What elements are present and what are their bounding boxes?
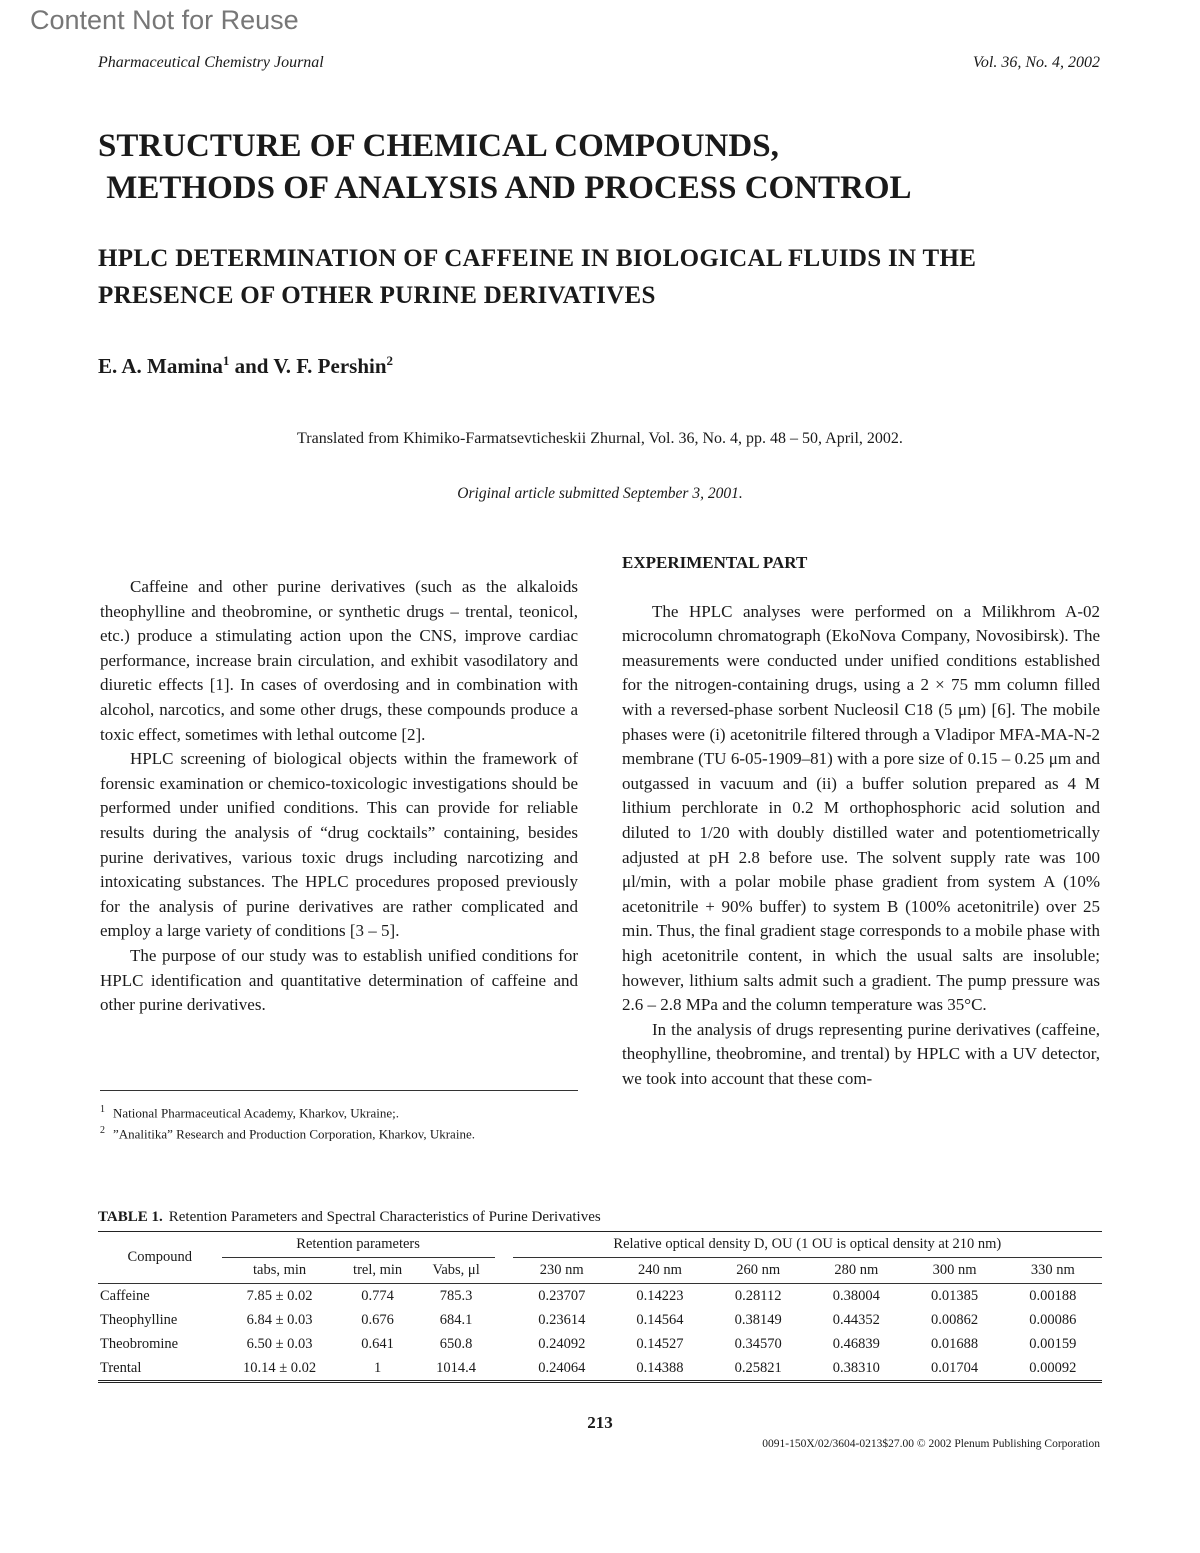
table-cell: 0.25821 xyxy=(734,1359,782,1376)
table-cell: 7.85 ± 0.02 xyxy=(246,1287,313,1304)
footnote-text: ”Analitika” Research and Production Corporation, Kharkov, Ukraine. xyxy=(113,1126,475,1142)
author-1: E. A. Mamina xyxy=(98,354,223,378)
table-caption xyxy=(98,1209,601,1226)
author-2: V. F. Pershin xyxy=(273,354,387,378)
table-cell: 0.28112 xyxy=(734,1287,782,1304)
paragraph: HPLC screening of biological objects within the framework of forensic examination or chemico-toxicologic investigations should be performed under unified conditions. This can provide for reliable results during the analysis of “drug cocktails” containing, besides purine derivatives, various toxic drugs including narcotizing and intoxicating substances. The HPLC procedures proposed previously for the analysis of purine derivatives are rather complicated and employ a large variety of conditions [3 – 5]. xyxy=(100,749,578,941)
section-title: STRUCTURE OF CHEMICAL COMPOUNDS, METHODS OF ANALYSIS AND PROCESS CONTROL xyxy=(98,128,912,206)
table-cell: 0.676 xyxy=(361,1311,394,1328)
table-header-row xyxy=(98,1232,1102,1258)
group-header: Relative optical density D, OU (1 OU is optical density at 210 nm) xyxy=(513,1232,1102,1258)
col-header: Vabs, μl xyxy=(418,1258,495,1284)
col-header: tabs, min xyxy=(222,1258,338,1284)
col-header: 300 nm xyxy=(905,1258,1003,1284)
col-header: 280 nm xyxy=(807,1258,905,1284)
table-row xyxy=(98,1284,1102,1309)
table-subheader-row xyxy=(98,1258,1102,1284)
table-caption-text: Retention Parameters and Spectral Characteristics of Purine Derivatives xyxy=(168,1209,601,1225)
table-cell: 0.01385 xyxy=(931,1287,979,1304)
spacer xyxy=(495,1284,513,1309)
col-header: trel, min xyxy=(338,1258,418,1284)
footnote-divider xyxy=(100,1090,578,1091)
paragraph: The purpose of our study was to establish unified conditions for HPLC identification and quantitative determination of caffeine and other purine derivatives. xyxy=(100,945,578,1015)
spacer xyxy=(495,1232,513,1258)
data-table xyxy=(98,1231,1102,1383)
table-cell: 684.1 xyxy=(439,1311,473,1328)
authors xyxy=(98,353,393,379)
table-cell: 1014.4 xyxy=(436,1359,477,1376)
affiliation-mark: 2 xyxy=(386,353,394,368)
col-header: 260 nm xyxy=(709,1258,807,1284)
table-cell: 0.24092 xyxy=(538,1335,586,1352)
watermark: Content Not for Reuse xyxy=(30,5,299,35)
table-cell: 0.01688 xyxy=(931,1335,979,1352)
table-cell: 0.00086 xyxy=(1029,1311,1077,1328)
table-row xyxy=(98,1308,1102,1332)
footnote-text: National Pharmaceutical Academy, Kharkov, Ukraine;. xyxy=(113,1105,400,1121)
table-cell: 0.14527 xyxy=(636,1335,684,1352)
footnote xyxy=(100,1104,399,1121)
volume-info: Vol. 36, No. 4, 2002 xyxy=(972,54,1100,71)
table-cell: 0.46839 xyxy=(832,1335,880,1352)
translation-note xyxy=(0,430,1100,448)
table-cell: 650.8 xyxy=(439,1335,473,1352)
paragraph: Caffeine and other purine derivatives (such as the alkaloids theophylline and theobromine, or synthetic drugs – trental, teonicol, etc.) produce a stimulating action upon the CNS, improve cardiac performance, increase brain circulation, and exhibit vasodilatory and diuretic effects [1]. In cases of overdosing and in combination with alcohol, narcotics, and some other drugs, these compounds produce a toxic effect, sometimes with lethal outcome [2]. xyxy=(100,577,578,744)
footnote xyxy=(100,1125,475,1142)
left-column xyxy=(100,575,578,1018)
table-cell: 0.14388 xyxy=(636,1359,684,1376)
compound-name: Theophylline xyxy=(100,1311,178,1328)
copyright: 0091-150X/02/3604-0213$27.00 © 2002 Plenum Publishing Corporation xyxy=(762,1438,1100,1450)
col-header: 240 nm xyxy=(611,1258,709,1284)
footnote-mark: 2 xyxy=(100,1125,105,1136)
table-cell: 0.00862 xyxy=(931,1311,979,1328)
translation-text: Translated from Khimiko-Farmatsevticheskii Zhurnal, Vol. 36, No. 4, pp. 48 – 50, April, 2002. xyxy=(297,430,903,447)
table-cell: 785.3 xyxy=(439,1287,473,1304)
group-header: Retention parameters xyxy=(222,1232,495,1258)
table-cell: 0.38004 xyxy=(832,1287,880,1304)
table-cell: 0.00092 xyxy=(1029,1359,1077,1376)
spacer xyxy=(495,1258,513,1284)
paragraph: The HPLC analyses were performed on a Milikhrom A-02 microcolumn chromatograph (EkoNova Company, Novosibirsk). The measurements were conducted under unified conditions established for the nitrogen-containing drugs, using a 2 × 75 mm column filled with a reversed-phase sorbent Nucleosil C18 (5 μm) [6]. The mobile phases were (i) acetonitrile filtered through a Vladipor MFA-MA-N-2 membrane (TU 6-05-1909–81) with a pore size of 0.15 – 0.25 μm and outgassed in vacuum and (ii) a buffer solution prepared as 4 M lithium perchlorate in 0.2 M orthophosphoric acid solution and diluted to 1/20 with doubly distilled water and potentiometrically adjusted at pH 2.8 before use. The solvent supply rate was 100 μl/min, with a polar mobile phase gradient from system A (10% acetonitrile + 90% buffer) to system B (100% acetonitrile) over 25 min. Thus, the final gradient stage corresponds to a mobile phase with high acetonitrile content, in which the usual salts are insoluble; however, lithium salts admit such a gradient. The pump pressure was 2.6 – 2.8 MPa and the column temperature was 35°C. xyxy=(622,601,1100,1015)
table-cell: 0.14564 xyxy=(636,1311,684,1328)
page-number: 213 xyxy=(587,1413,613,1432)
affiliation-mark: 1 xyxy=(222,353,230,368)
article-title: HPLC DETERMINATION OF CAFFEINE IN BIOLOGICAL FLUIDS IN THE PRESENCE OF OTHER PURINE DERIVATIVES xyxy=(98,245,977,309)
table-cell: 0.44352 xyxy=(832,1311,880,1328)
table-row xyxy=(98,1356,1102,1382)
table-cell: 0.774 xyxy=(361,1287,394,1304)
table-cell: 6.50 ± 0.03 xyxy=(246,1335,313,1352)
paragraph: In the analysis of drugs representing purine derivatives (caffeine, theophylline, theobromine, and trental) by HPLC with a UV detector, we took into account that these com- xyxy=(622,1019,1100,1088)
spacer xyxy=(495,1356,513,1382)
table-cell: 0.34570 xyxy=(734,1335,782,1352)
footnote-mark: 1 xyxy=(100,1104,105,1115)
table-cell: 0.38310 xyxy=(832,1359,880,1376)
table-cell: 0.23614 xyxy=(538,1311,586,1328)
spacer xyxy=(495,1308,513,1332)
col-header: 230 nm xyxy=(513,1258,611,1284)
table-cell: 0.23707 xyxy=(538,1287,586,1304)
spacer xyxy=(495,1332,513,1356)
table-cell: 0.641 xyxy=(361,1335,394,1352)
table-cell: 0.00159 xyxy=(1029,1335,1077,1352)
compound-name: Caffeine xyxy=(100,1287,150,1304)
table-cell: 0.38149 xyxy=(734,1311,782,1328)
compound-name: Theobromine xyxy=(100,1335,179,1352)
table-cell: 0.00188 xyxy=(1029,1287,1077,1304)
table-row xyxy=(98,1332,1102,1356)
right-column xyxy=(622,551,1100,1091)
table-cell: 0.14223 xyxy=(636,1287,684,1304)
and: and xyxy=(229,354,274,378)
submission-note: Original article submitted September 3, 2001. xyxy=(457,485,743,502)
table-cell: 0.24064 xyxy=(538,1359,586,1376)
compound-header: Compound xyxy=(98,1232,222,1284)
section-heading: EXPERIMENTAL PART xyxy=(622,553,808,572)
table-label: TABLE 1. xyxy=(98,1209,163,1225)
journal-name: Pharmaceutical Chemistry Journal xyxy=(98,54,324,71)
col-header: 330 nm xyxy=(1004,1258,1102,1284)
table-cell: 10.14 ± 0.02 xyxy=(242,1359,317,1376)
compound-name: Trental xyxy=(100,1359,142,1376)
table-cell: 0.01704 xyxy=(931,1359,979,1376)
table-cell: 1 xyxy=(373,1359,382,1376)
table-cell: 6.84 ± 0.03 xyxy=(246,1311,313,1328)
